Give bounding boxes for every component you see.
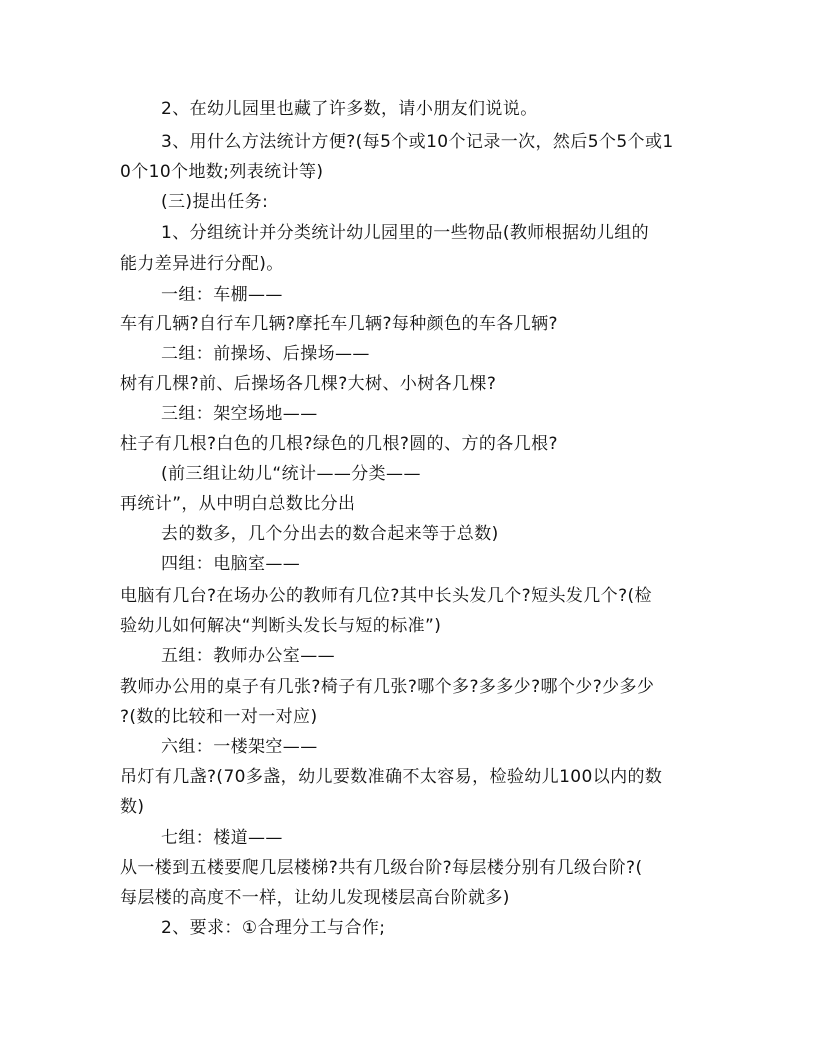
text-line: 验幼儿如何解决“判断头发长与短的标准”) bbox=[120, 616, 442, 636]
text-line: ?(数的比较和一对一对应) bbox=[120, 707, 318, 727]
text-line: 电脑有几台?在场办公的教师有几位?其中长头发几个?短头发几个?(检 bbox=[120, 586, 652, 606]
text-line: 二组：前操场、后操场—— bbox=[161, 344, 370, 364]
text-line: 从一楼到五楼要爬几层楼梯?共有几级台阶?每层楼分别有几级台阶?( bbox=[120, 858, 643, 878]
text-line: (前三组让幼儿“统计——分类—— bbox=[161, 464, 421, 484]
text-line: 车有几辆?自行车几辆?摩托车几辆?每种颜色的车各几辆? bbox=[120, 314, 558, 334]
text-line: 一组：车棚—— bbox=[161, 285, 283, 305]
text-line: 1、分组统计并分类统计幼儿园里的一些物品(教师根据幼儿组的 bbox=[161, 223, 650, 243]
text-line: 吊灯有几盏?(70多盏，幼儿要数准确不太容易，检验幼儿100以内的数 bbox=[120, 767, 663, 787]
text-line: 柱子有几根?白色的几根?绿色的几根?圆的、方的各几根? bbox=[120, 434, 558, 454]
text-line: 每层楼的高度不一样，让幼儿发现楼层高台阶就多) bbox=[120, 888, 510, 908]
text-line: 再统计”，从中明白总数比分出 bbox=[120, 494, 356, 514]
text-line: 3、用什么方法统计方便?(每5个或10个记录一次，然后5个5个或1 bbox=[161, 132, 674, 152]
text-line: 0个10个地数;列表统计等) bbox=[120, 162, 324, 182]
text-line: 四组：电脑室—— bbox=[161, 554, 301, 574]
text-line: 2、在幼儿园里也藏了许多数，请小朋友们说说。 bbox=[161, 99, 538, 119]
text-line: 教师办公用的桌子有几张?椅子有几张?哪个多?多多少?哪个少?少多少 bbox=[120, 677, 655, 697]
text-line: 五组：教师办公室—— bbox=[161, 646, 335, 666]
text-line: 三组：架空场地—— bbox=[161, 404, 318, 424]
text-line: 能力差异进行分配)。 bbox=[120, 254, 284, 274]
text-line: 2、要求：①合理分工与合作; bbox=[161, 918, 386, 938]
text-line: (三)提出任务: bbox=[161, 192, 269, 212]
text-line: 树有几棵?前、后操场各几棵?大树、小树各几棵? bbox=[120, 374, 497, 394]
text-line: 六组：一楼架空—— bbox=[161, 737, 318, 757]
text-line: 去的数多，几个分出去的数合起来等于总数) bbox=[161, 524, 499, 544]
text-line: 数) bbox=[120, 797, 145, 817]
text-line: 七组：楼道—— bbox=[161, 828, 283, 848]
